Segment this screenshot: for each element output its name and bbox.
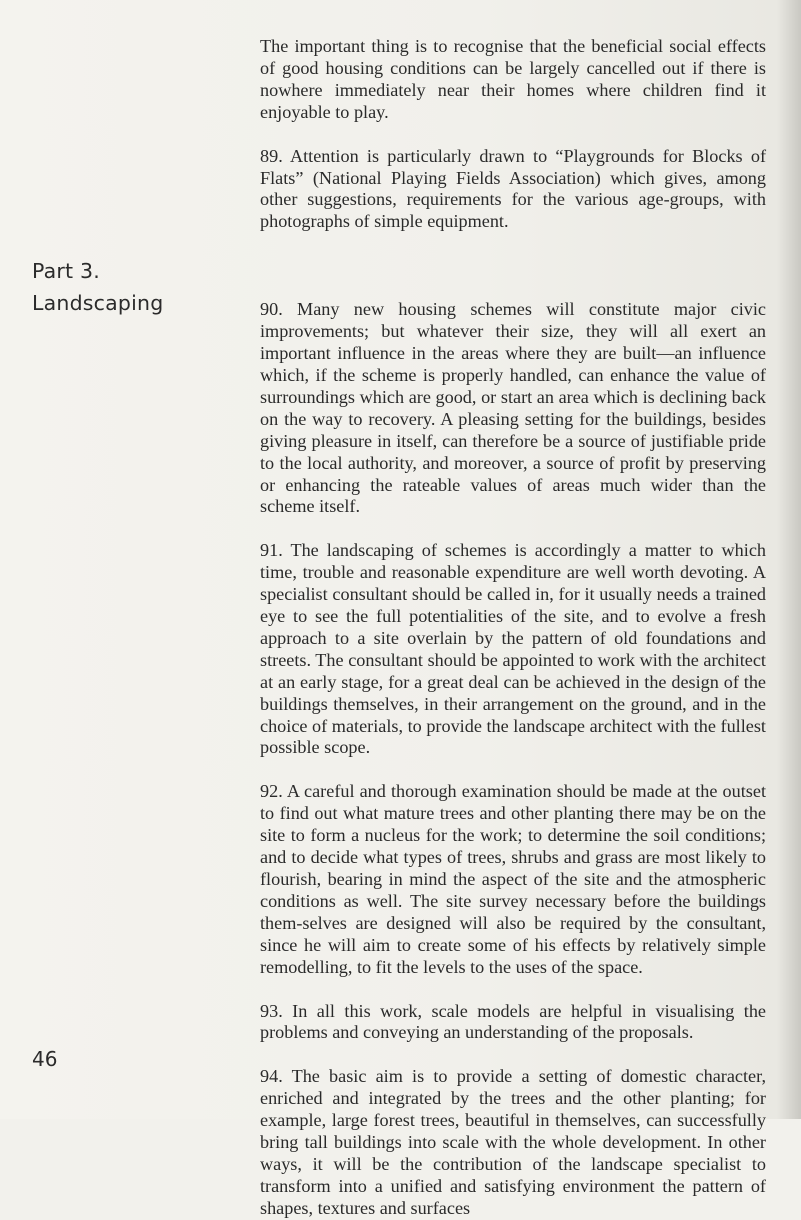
paragraph-91: 91. The landscaping of schemes is accordingly a matter to which time, trouble and reasonable expenditure are well worth devoting. A specialist consultant should be called in, for it usually needs a trained eye to see the full potentialities of the site, and to evolve a fresh approach to a site overlain by the pattern of old foundations and streets. The consultant should be appointed to work with the architect at an early stage, for a great deal can be achieved in the design of the buildings themselves, in their arrangement on the ground, and in the choice of materials, to provide the landscape architect with the fullest possible scope.	[260, 540, 766, 758]
paragraph-88-continued: The important thing is to recognise that the beneficial social effects of good housing conditions can be largely cancelled out if there is nowhere immediately near their homes where children find it enjoyable to play.	[260, 36, 766, 122]
body-text	[260, 36, 766, 1220]
section-heading	[32, 255, 232, 319]
paragraph-89: 89. Attention is particularly drawn to “Playgrounds for Blocks of Flats” (National Playing Fields Association) which gives, among other suggestions, requirements for the various age-groups, with photographs of simple equipment.	[260, 145, 766, 232]
paragraph-93: 93. In all this work, scale models are helpful in visualising the problems and conveying an understanding of the proposals.	[260, 1000, 766, 1043]
page-number: 46	[32, 1047, 58, 1071]
section-title: Landscaping	[32, 291, 164, 315]
part-label: Part 3.	[32, 259, 100, 283]
paragraph-94: 94. The basic aim is to provide a setting of domestic character, enriched and integrated by the trees and the other planting; for example, large forest trees, beautiful in themselves, can successfully bring tall buildings into scale with the whole development. In other ways, it will be the contribution of the landscape specialist to transform into a unified and satisfying environment the pattern of shapes, textures and surfaces	[260, 1066, 766, 1218]
paragraph-92: 92. A careful and thorough examination should be made at the outset to find out what mature trees and other planting there may be on the site to form a nucleus for the work; to determine the soil conditions; and to decide what types of trees, shrubs and grass are most likely to flourish, bearing in mind the aspect of the site and the atmospheric conditions as well. The site survey necessary before the buildings them-selves are designed will also be required by the consultant, since he will aim to create some of his effects by relatively simple remodelling, to fit the levels to the uses of the space.	[260, 781, 766, 977]
paragraph-90: 90. Many new housing schemes will constitute major civic improvements; but whatever their size, they will all exert an important influence in the areas where they are built—an influence which, if the scheme is properly handled, can enhance the value of surroundings which are good, or start an area which is declining back on the way to recovery. A pleasing setting for the buildings, besides giving pleasure in itself, can therefore be a source of justifiable pride to the local authority, and moreover, a source of profit by preserving or enhancing the rateable values of areas much wider than the scheme itself.	[260, 299, 766, 517]
